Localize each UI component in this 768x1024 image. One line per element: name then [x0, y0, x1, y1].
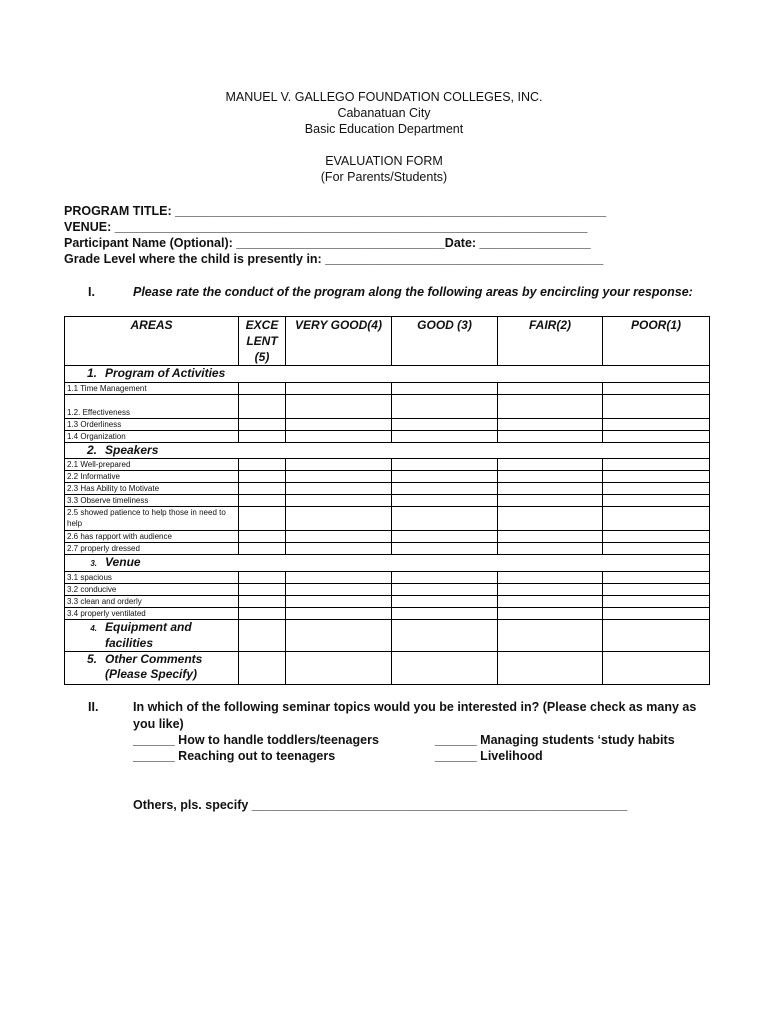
- rating-cell[interactable]: [498, 584, 603, 596]
- rating-cell[interactable]: [498, 531, 603, 543]
- rating-cell[interactable]: [286, 584, 392, 596]
- rating-cell[interactable]: [603, 471, 710, 483]
- section-number: 4.: [90, 624, 97, 633]
- item-label: 3.3 Observe timeliness: [65, 495, 239, 507]
- rating-cell[interactable]: [498, 495, 603, 507]
- section-number: 3.: [90, 559, 97, 568]
- section-heading: [65, 555, 710, 572]
- item-label: 2.3 Has Ability to Motivate: [65, 483, 239, 495]
- rating-cell[interactable]: [239, 459, 286, 471]
- table-row: [65, 383, 710, 395]
- section-row-venue: [65, 555, 710, 572]
- rating-cell[interactable]: [286, 596, 392, 608]
- section-row-program: [65, 366, 710, 383]
- venue-field[interactable]: VENUE: ____________________________________________________________________: [64, 220, 588, 234]
- section-2-numeral: II.: [88, 700, 99, 714]
- section-row-speakers: [65, 443, 710, 459]
- table-row: [65, 596, 710, 608]
- rating-cell[interactable]: [239, 495, 286, 507]
- section-title-line2: facilities: [105, 636, 154, 650]
- rating-cell[interactable]: [286, 471, 392, 483]
- rating-cell[interactable]: [392, 483, 498, 495]
- section-heading: [65, 620, 239, 652]
- section-row-equipment: [65, 620, 710, 652]
- table-row: [65, 395, 710, 419]
- institution-name: MANUEL V. GALLEGO FOUNDATION COLLEGES, INC.: [225, 90, 543, 104]
- rating-cell[interactable]: [498, 608, 603, 620]
- rating-cell[interactable]: [239, 531, 286, 543]
- col-very-good: VERY GOOD(4): [286, 317, 392, 366]
- section-1-numeral: I.: [88, 285, 95, 299]
- rating-cell[interactable]: [286, 495, 392, 507]
- rating-cell[interactable]: [603, 431, 710, 443]
- topic-option[interactable]: ______ Livelihood: [435, 749, 543, 763]
- rating-table: [64, 316, 710, 685]
- rating-cell[interactable]: [392, 531, 498, 543]
- department: Basic Education Department: [304, 122, 464, 136]
- rating-cell[interactable]: [239, 608, 286, 620]
- rating-cell[interactable]: [286, 608, 392, 620]
- rating-cell[interactable]: [392, 543, 498, 555]
- section-title: Speakers: [105, 443, 159, 457]
- rating-cell[interactable]: [239, 471, 286, 483]
- rating-cell[interactable]: [286, 431, 392, 443]
- rating-cell[interactable]: [603, 495, 710, 507]
- table-row: [65, 459, 710, 471]
- item-label: 2.7 properly dressed: [65, 543, 239, 555]
- rating-cell[interactable]: [239, 419, 286, 431]
- rating-cell[interactable]: [286, 543, 392, 555]
- col-fair: FAIR(2): [498, 317, 603, 366]
- rating-cell[interactable]: [286, 507, 392, 531]
- item-label: 3.1 spacious: [65, 572, 239, 584]
- form-title: EVALUATION FORM: [325, 154, 443, 168]
- section-2-question: In which of the following seminar topics would you be interested in? (Please check as many as you like): [133, 700, 697, 731]
- rating-cell[interactable]: [603, 383, 710, 395]
- rating-cell[interactable]: [392, 431, 498, 443]
- col-areas: AREAS: [65, 317, 239, 366]
- table-row: [65, 543, 710, 555]
- table-row: [65, 431, 710, 443]
- item-label: 1.1 Time Management: [65, 383, 239, 395]
- rating-cell[interactable]: [392, 471, 498, 483]
- rating-cell[interactable]: [239, 620, 286, 652]
- item-label: 2.1 Well-prepared: [65, 459, 239, 471]
- rating-cell[interactable]: [603, 483, 710, 495]
- item-label: 2.6 has rapport with audience: [65, 531, 239, 543]
- table-row: [65, 572, 710, 584]
- rating-cell[interactable]: [239, 395, 286, 419]
- rating-cell[interactable]: [498, 620, 603, 652]
- rating-cell[interactable]: [392, 495, 498, 507]
- rating-cell[interactable]: [392, 596, 498, 608]
- section-number: 2.: [86, 443, 97, 457]
- table-row: [65, 531, 710, 543]
- item-label: 3.2 conducive: [65, 584, 239, 596]
- rating-cell[interactable]: [498, 652, 603, 685]
- rating-cell[interactable]: [498, 459, 603, 471]
- program-title-field[interactable]: PROGRAM TITLE: ______________________________________________________________: [64, 204, 607, 218]
- item-text: 1.2. Effectiveness: [67, 408, 130, 417]
- col-excellent-l2: LENT: [246, 334, 278, 348]
- rating-cell[interactable]: [603, 459, 710, 471]
- rating-cell[interactable]: [392, 652, 498, 685]
- topic-option[interactable]: ______ Reaching out to teenagers: [133, 749, 336, 763]
- section-heading: [65, 443, 710, 459]
- section-row-comments: [65, 652, 710, 685]
- rating-cell[interactable]: [603, 543, 710, 555]
- rating-cell[interactable]: [286, 572, 392, 584]
- rating-cell[interactable]: [286, 459, 392, 471]
- rating-cell[interactable]: [603, 652, 710, 685]
- rating-cell[interactable]: [286, 620, 392, 652]
- rating-cell[interactable]: [498, 596, 603, 608]
- item-label: 2.2 Informative: [65, 471, 239, 483]
- col-excellent-l3: (5): [254, 350, 270, 364]
- rating-cell[interactable]: [239, 507, 286, 531]
- rating-cell[interactable]: [392, 395, 498, 419]
- table-row: [65, 471, 710, 483]
- rating-cell[interactable]: [603, 419, 710, 431]
- section-1-question: Please rate the conduct of the program along the following areas by encircling your response:: [133, 285, 693, 299]
- table-row: [65, 483, 710, 495]
- rating-cell[interactable]: [239, 572, 286, 584]
- section-heading: [65, 652, 239, 685]
- section-title-line1: Equipment and: [105, 620, 192, 634]
- table-row: [65, 419, 710, 431]
- participant-date-field[interactable]: Participant Name (Optional): ______________________________Date: ________________: [64, 236, 591, 250]
- rating-cell[interactable]: [392, 620, 498, 652]
- table-row: [65, 495, 710, 507]
- rating-cell[interactable]: [239, 543, 286, 555]
- table-header-row: [65, 317, 710, 366]
- section-title-line2: (Please Specify): [105, 667, 198, 681]
- rating-cell[interactable]: [286, 483, 392, 495]
- rating-cell[interactable]: [498, 507, 603, 531]
- section-title: Program of Activities: [105, 366, 226, 380]
- rating-cell[interactable]: [498, 572, 603, 584]
- rating-cell[interactable]: [239, 431, 286, 443]
- item-label: [65, 395, 239, 419]
- city: Cabanatuan City: [337, 106, 431, 120]
- rating-cell[interactable]: [603, 507, 710, 531]
- item-label: 1.4 Organization: [65, 431, 239, 443]
- rating-cell[interactable]: [392, 459, 498, 471]
- item-label: 3.4 properly ventilated: [65, 608, 239, 620]
- rating-cell[interactable]: [392, 383, 498, 395]
- rating-cell[interactable]: [392, 419, 498, 431]
- section-heading: [65, 366, 710, 383]
- rating-cell[interactable]: [498, 431, 603, 443]
- rating-cell[interactable]: [603, 572, 710, 584]
- rating-cell[interactable]: [286, 419, 392, 431]
- grade-level-field[interactable]: Grade Level where the child is presently in: ________________________________________: [64, 252, 604, 266]
- rating-cell[interactable]: [498, 419, 603, 431]
- rating-cell[interactable]: [392, 507, 498, 531]
- item-label: 1.3 Orderliness: [65, 419, 239, 431]
- rating-cell[interactable]: [603, 584, 710, 596]
- table-row: [65, 608, 710, 620]
- col-good: GOOD (3): [392, 317, 498, 366]
- item-label: 2.5 showed patience to help those in need to help: [65, 507, 239, 531]
- section-number: 1.: [86, 366, 97, 380]
- col-poor: POOR(1): [603, 317, 710, 366]
- rating-cell[interactable]: [498, 383, 603, 395]
- rating-cell[interactable]: [498, 543, 603, 555]
- others-specify-field[interactable]: Others, pls. specify ______________________________________________________: [133, 798, 628, 812]
- col-excellent-l1: EXCE: [245, 318, 279, 332]
- rating-cell[interactable]: [498, 395, 603, 419]
- rating-cell[interactable]: [392, 572, 498, 584]
- rating-cell[interactable]: [286, 652, 392, 685]
- form-subtitle: (For Parents/Students): [320, 170, 448, 184]
- rating-cell[interactable]: [603, 620, 710, 652]
- table-row: [65, 584, 710, 596]
- rating-cell[interactable]: [286, 531, 392, 543]
- rating-cell[interactable]: [603, 395, 710, 419]
- rating-cell[interactable]: [239, 383, 286, 395]
- item-label: 3.3 clean and orderly: [65, 596, 239, 608]
- rating-cell[interactable]: [392, 584, 498, 596]
- col-excellent: [239, 317, 286, 366]
- rating-cell[interactable]: [286, 395, 392, 419]
- section-number: 5.: [86, 652, 97, 666]
- rating-cell[interactable]: [603, 531, 710, 543]
- rating-cell[interactable]: [239, 483, 286, 495]
- rating-cell[interactable]: [498, 483, 603, 495]
- rating-cell[interactable]: [392, 608, 498, 620]
- topic-option[interactable]: ______ Managing students ‘study habits: [435, 733, 675, 747]
- section-title-line1: Other Comments: [105, 652, 203, 666]
- rating-cell[interactable]: [239, 584, 286, 596]
- table-row: [65, 507, 710, 531]
- rating-cell[interactable]: [603, 596, 710, 608]
- rating-cell[interactable]: [603, 608, 710, 620]
- rating-cell[interactable]: [286, 383, 392, 395]
- rating-cell[interactable]: [498, 471, 603, 483]
- rating-cell[interactable]: [239, 596, 286, 608]
- topic-option[interactable]: ______ How to handle toddlers/teenagers: [133, 733, 379, 747]
- rating-cell[interactable]: [239, 652, 286, 685]
- section-title: Venue: [105, 555, 141, 569]
